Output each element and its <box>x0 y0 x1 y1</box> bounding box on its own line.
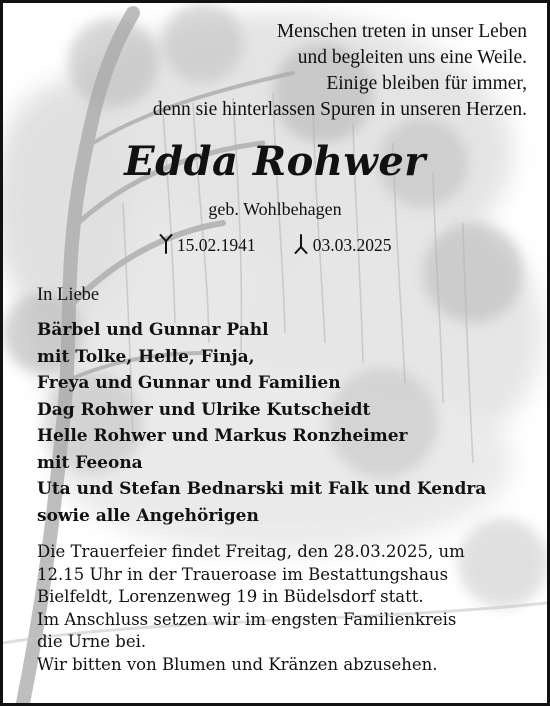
poem-line: Menschen treten in unser Leben <box>276 21 527 42</box>
death-date: 03.03.2025 <box>312 235 392 255</box>
info-line: Bielfeldt, Lorenzenweg 19 in Büdelsdorf statt. <box>37 587 424 606</box>
mourners-list <box>37 317 486 529</box>
death-rune-icon <box>294 234 308 260</box>
mourner-line: Dag Rohwer und Ulrike Kutscheidt <box>37 399 371 420</box>
mourner-line: mit Tolke, Helle, Finja, <box>37 346 255 367</box>
poem-line: und begleiten uns eine Weile. <box>297 47 527 68</box>
poem-line: denn sie hinterlassen Spuren in unseren Herzen. <box>152 99 527 120</box>
info-line: die Urne bei. <box>37 632 147 651</box>
notice-content <box>3 3 547 703</box>
birth-date: 15.02.1941 <box>176 235 256 255</box>
greeting: In Liebe <box>37 285 100 305</box>
mourner-line: sowie alle Angehörigen <box>37 505 259 526</box>
poem-line: Einige bleiben für immer, <box>326 73 527 94</box>
mourner-line: mit Feeona <box>37 452 143 473</box>
mourner-line: Helle Rohwer und Markus Ronzheimer <box>37 426 408 446</box>
info-line: Im Anschluss setzen wir im engsten Familienkreis <box>37 609 457 629</box>
birth-rune-icon <box>159 234 173 260</box>
mourner-line: Freya und Gunnar und Familien <box>37 373 341 393</box>
info-line: Die Trauerfeier findet Freitag, den 28.03.2025, um <box>37 542 465 561</box>
info-line: 12.15 Uhr in der Traueroase im Bestattungshaus <box>37 564 449 584</box>
info-line: Wir bitten von Blumen und Kränzen abzusehen. <box>37 654 438 674</box>
birth-name: geb. Wohlbehagen <box>208 199 342 219</box>
memorial-poem <box>153 19 527 123</box>
life-dates <box>3 233 547 260</box>
funeral-info <box>37 541 465 676</box>
mourner-line: Uta und Stefan Bednarski mit Falk und Kendra <box>37 479 487 499</box>
deceased-name: Edda Rohwer <box>124 138 426 185</box>
mourner-line: Bärbel und Gunnar Pahl <box>37 320 269 340</box>
